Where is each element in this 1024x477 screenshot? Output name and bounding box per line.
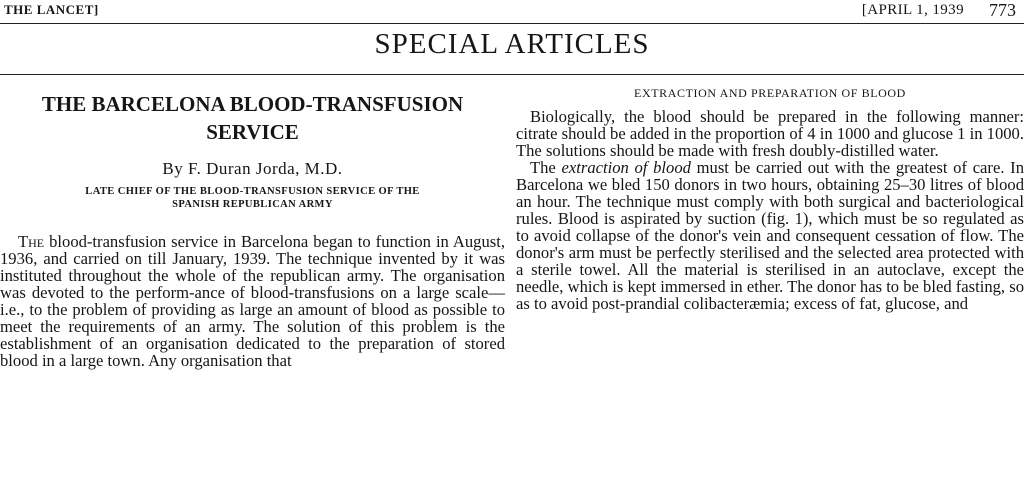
article-title-line2: SERVICE [206, 120, 299, 144]
extraction-start: The [530, 158, 562, 177]
byline: By F. Duran Jorda, M.D. [162, 159, 343, 178]
intro-paragraph [0, 233, 505, 369]
biological-paragraph: Biologically, the blood should be prepared in the following manner: citrate should be added in the proportion of 4 in 1000 and glucose 1 in 1000. The solutions should be made with fresh doubly-distilled water. [516, 107, 1024, 160]
header-rule [0, 23, 1024, 24]
article-title-line1: THE BARCELONA BLOOD-TRANSFUSION [41, 92, 464, 116]
left-column [0, 90, 505, 369]
section-rule [0, 74, 1024, 75]
affiliation-line2: SPANISH REPUBLICAN ARMY [172, 199, 333, 210]
affiliation-line1: LATE CHIEF OF THE BLOOD-TRANSFUSION SERVICE OF THE [85, 186, 420, 197]
section-title: SPECIAL ARTICLES [374, 28, 650, 60]
right-column [516, 86, 1024, 312]
journal-name: THE LANCET] [4, 2, 99, 17]
page-number: 773 [989, 0, 1016, 20]
running-head [4, 0, 1016, 20]
extraction-italic: extraction of blood [561, 158, 691, 177]
issue-date: [APRIL 1, 1939 [861, 2, 964, 18]
author-affiliation [0, 185, 505, 211]
lead-word: The [18, 232, 45, 251]
article-title [0, 90, 505, 146]
extraction-paragraph [516, 159, 1024, 312]
intro-paragraph-text: blood-transfusion service in Barcelona began to function in August, 1936, and carried on till January, 1939. The technique invented by it was instituted throughout the whole of the republican army. The organisation was devoted to the perform-ance of blood-transfusions on a large scale—i.e., to the problem of providing as large an amount of blood as possible to meet the requirements of an army. The solution of this problem is the establishment of an organisation dedicated to the preparation of stored blood in a large town. Any organisation that [0, 232, 505, 370]
extraction-rest: must be carried out with the greatest of care. In Barcelona we bled 150 donors in two hours, obtaining 25–30 litres of blood an hour. The technique must comply with both surgical and bacteriological rules. Blood is aspirated by suction (fig. 1), which must be so regulated as to avoid collapse of the donor's vein and consequent cessation of flow. The donor's arm must be perfectly sterilised and the selected area protected with a sterile towel. All the material is sterilised in an autoclave, except the needle, which is kept immersed in ether. The donor has to be bled fasting, so as to avoid post-prandial colibacteræmia; excess of fat, glucose, and [516, 158, 1024, 313]
subheading: EXTRACTION AND PREPARATION OF BLOOD [634, 86, 906, 100]
